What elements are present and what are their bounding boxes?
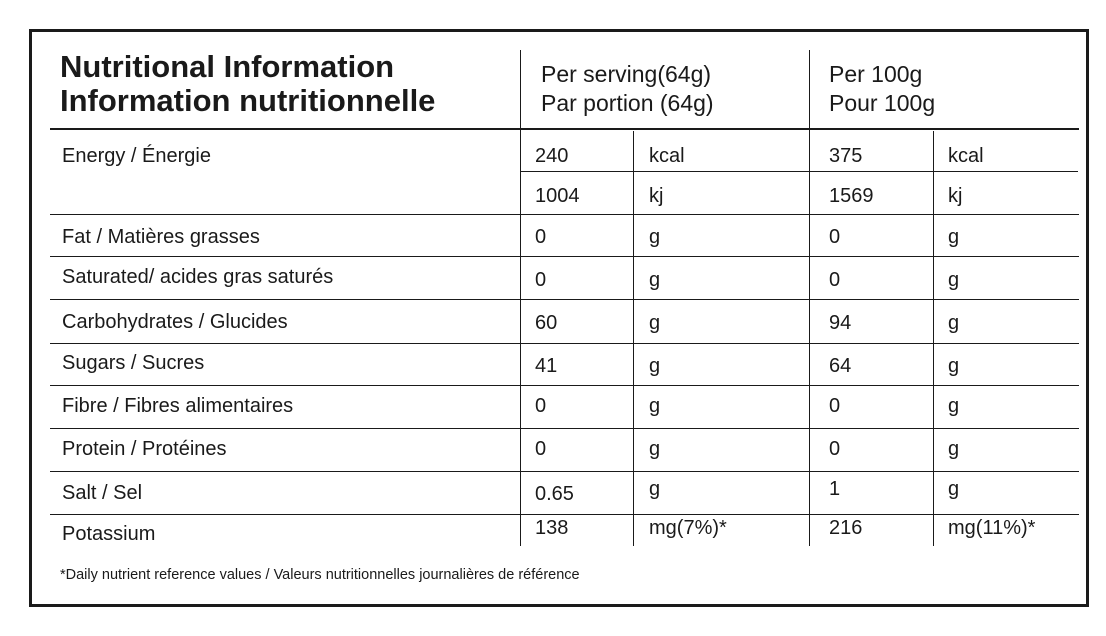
saturated-per100-unit: g <box>948 269 960 291</box>
row-label-potassium: Potassium <box>62 523 156 545</box>
energy-sub-rule <box>520 171 1078 172</box>
fat-serving: 0 <box>535 226 547 248</box>
fat-per100: 0 <box>829 226 841 248</box>
sugars-per100: 64 <box>829 355 852 377</box>
fibre-serving-unit: g <box>649 395 661 417</box>
per-serving-header-fr: Par portion (64g) <box>541 90 714 116</box>
row-label-energy: Energy / Énergie <box>62 145 211 167</box>
per-serving-header <box>541 60 714 118</box>
potassium-per100-unit: mg(11%)* <box>948 517 1036 539</box>
salt-serving-unit: g <box>649 478 661 500</box>
protein-per100: 0 <box>829 438 841 460</box>
divider-per100-unit <box>933 131 934 546</box>
saturated-serving-unit: g <box>649 269 661 291</box>
energy-kj-per100: 1569 <box>829 185 874 207</box>
sugars-per100-unit: g <box>948 355 960 377</box>
potassium-per100: 216 <box>829 517 863 539</box>
energy-kj-serving-unit: kj <box>649 185 664 207</box>
fibre-per100: 0 <box>829 395 841 417</box>
energy-kj-serving: 1004 <box>535 185 580 207</box>
carbohydrates-per100: 94 <box>829 312 852 334</box>
row-label-saturated: Saturated/ acides gras saturés <box>62 266 334 288</box>
sugars-serving-unit: g <box>649 355 661 377</box>
fat-per100-unit: g <box>948 226 960 248</box>
carbohydrates-serving-unit: g <box>649 312 661 334</box>
saturated-serving: 0 <box>535 269 547 291</box>
energy-kcal-serving-unit: kcal <box>649 145 685 167</box>
row-label-fat: Fat / Matières grasses <box>62 226 260 248</box>
salt-per100-unit: g <box>948 478 960 500</box>
per-100g-header <box>829 60 935 118</box>
footnote: *Daily nutrient reference values / Valeurs nutritionnelles journalières de référence <box>60 567 580 583</box>
panel-title <box>60 50 435 118</box>
row-rule <box>50 514 1079 515</box>
carbohydrates-serving: 60 <box>535 312 558 334</box>
carbohydrates-per100-unit: g <box>948 312 960 334</box>
salt-serving: 0.65 <box>535 483 574 505</box>
row-rule <box>50 299 1079 300</box>
energy-kj-per100-unit: kj <box>948 185 963 207</box>
header-rule <box>50 128 1079 130</box>
title-french: Information nutritionnelle <box>60 83 436 118</box>
protein-serving-unit: g <box>649 438 661 460</box>
protein-per100-unit: g <box>948 438 960 460</box>
potassium-serving-unit: mg(7%)* <box>649 517 727 539</box>
row-label-fibre: Fibre / Fibres alimentaires <box>62 395 294 417</box>
protein-serving: 0 <box>535 438 547 460</box>
row-rule <box>50 256 1079 257</box>
row-rule <box>50 471 1079 472</box>
salt-per100: 1 <box>829 478 841 500</box>
title-english: Nutritional Information <box>60 49 395 84</box>
energy-kcal-per100-unit: kcal <box>948 145 984 167</box>
per-100g-header-en: Per 100g <box>829 61 923 87</box>
per-serving-header-en: Per serving(64g) <box>541 61 712 87</box>
row-label-protein: Protein / Protéines <box>62 438 227 460</box>
nutrition-panel <box>29 29 1089 607</box>
fat-serving-unit: g <box>649 226 661 248</box>
fibre-serving: 0 <box>535 395 547 417</box>
energy-kcal-serving: 240 <box>535 145 569 167</box>
energy-kcal-per100: 375 <box>829 145 863 167</box>
row-label-salt: Salt / Sel <box>62 482 143 504</box>
divider-serving-unit <box>633 131 634 546</box>
potassium-serving: 138 <box>535 517 569 539</box>
row-rule <box>50 343 1079 344</box>
row-rule <box>50 385 1079 386</box>
row-label-carbohydrates: Carbohydrates / Glucides <box>62 311 288 333</box>
row-rule <box>50 428 1079 429</box>
sugars-serving: 41 <box>535 355 558 377</box>
saturated-per100: 0 <box>829 269 841 291</box>
row-rule <box>50 214 1079 215</box>
fibre-per100-unit: g <box>948 395 960 417</box>
per-100g-header-fr: Pour 100g <box>829 90 936 116</box>
row-label-sugars: Sugars / Sucres <box>62 352 205 374</box>
